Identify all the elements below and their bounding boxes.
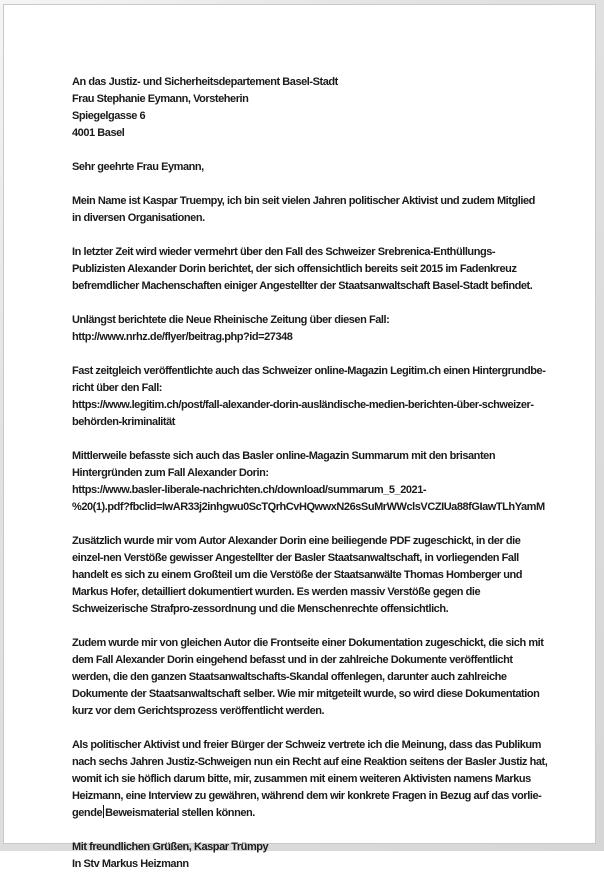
document-page[interactable]	[3, 4, 596, 870]
text-line: kurz vor dem Gerichtsprozess veröffentlicht werden.	[72, 705, 325, 717]
letter-body	[72, 74, 585, 873]
recipient-line: Frau Stephanie Eymann, Vorsteherin	[72, 93, 249, 105]
text-line: in diversen Organisationen.	[72, 212, 205, 224]
text-line: einzel-nen Verstöße gewisser Angestellter der Basler Staatsanwaltschaft, in vorliegenden Fall	[72, 552, 519, 564]
text-line: dem Fall Alexander Dorin eingehend befasst und in der zahlreiche Dokumente veröffentlicht	[72, 654, 513, 666]
text-line: Mittlerweile befasste sich auch das Basler online-Magazin Summarum mit den brisanten	[72, 450, 496, 462]
paragraph-nrhz-report	[72, 312, 585, 346]
closing-line: Mit freundlichen Grüßen, Kaspar Trümpy	[72, 841, 269, 853]
closing-signature-block	[72, 839, 585, 873]
url-text: https://www.basler-liberale-nachrichten.ch/download/summarum_5_2021-	[72, 484, 427, 496]
paragraph-summarum-report	[72, 448, 585, 516]
text-line: womit ich sie höflich darum bitte, mir, zusammen mit einem weiteren Aktivisten namens Markus	[72, 773, 531, 785]
text-line: Heizmann, eine Interview zu gewähren, während dem wir konkrete Fragen in Bezug auf das vorlie-	[72, 790, 542, 802]
text-line: Als politischer Aktivist und freier Bürger der Schweiz vertrete ich die Meinung, dass das Publikum	[72, 739, 541, 751]
text-line: Hintergründen zum Fall Alexander Dorin:	[72, 467, 269, 479]
closing-line: In Stv Markus Heizmann	[72, 858, 189, 870]
url-text: http://www.nrhz.de/flyer/beitrag.php?id=27348	[72, 331, 293, 343]
text-line: handelt es sich zu einem Großteil um die Verstöße der Staatsanwälte Thomas Homberger und	[72, 569, 523, 581]
paragraph-interview-request	[72, 737, 585, 822]
text-line: Publizisten Alexander Dorin berichtet, der sich offensichtlich bereits seit 2015 im Fadenkreuz	[72, 263, 517, 275]
text-cursor-icon	[103, 805, 104, 818]
text-line: nach sechs Jahren Justiz-Schweigen nun ein Recht auf eine Reaktion seitens der Basler Justiz hat,	[72, 756, 548, 768]
text-line: Schweizerische Strafpro-zessordnung und die Menschenrechte offensichtlich.	[72, 603, 449, 615]
recipient-line: Spiegelgasse 6	[72, 110, 146, 122]
text-line: Dokumente der Staatsanwaltschaft selber. Wie mir mitgeteilt wurde, so wird diese Dokumentation	[72, 688, 540, 700]
paragraph-introduction	[72, 193, 585, 227]
caret-line	[72, 805, 585, 822]
paragraph-case-background	[72, 244, 585, 295]
paragraph-pdf-evidence	[72, 533, 585, 618]
caret-line-after: Beweismaterial stellen können.	[105, 807, 255, 819]
text-line: Zudem wurde mir von gleichen Autor die Frontseite einer Dokumentation zugeschickt, die sich mit	[72, 637, 544, 649]
text-line: In letzter Zeit wird wieder vermehrt über den Fall des Schweizer Srebrenica-Enthüllungs-	[72, 246, 496, 258]
text-line: werden, die den ganzen Staatsanwaltschafts-Skandal offenlegen, darunter auch zahlreiche	[72, 671, 507, 683]
salutation-text: Sehr geehrte Frau Eymann,	[72, 161, 204, 173]
url-text: behörden-kriminalität	[72, 416, 176, 428]
text-line: Unlängst berichtete die Neue Rheinische Zeitung über diesen Fall:	[72, 314, 390, 326]
recipient-line: An das Justiz- und Sicherheitsdepartement Basel-Stadt	[72, 76, 338, 88]
text-line: Mein Name ist Kaspar Truempy, ich bin seit vielen Jahren politischer Aktivist und zudem Mitglied	[72, 195, 535, 207]
caret-line-before: gende	[72, 807, 103, 819]
salutation	[72, 159, 585, 176]
paragraph-legitim-report	[72, 363, 585, 431]
paragraph-documentation	[72, 635, 585, 720]
url-text: %20(1).pdf?fbclid=IwAR33j2inhgwu0ScTQrhCvHQwwxN26sSuMrWWclsVCZIUa88fGIawTLhYamM	[72, 501, 545, 513]
url-text: https://www.legitim.ch/post/fall-alexander-dorin-ausländische-medien-berichten-über-schweizer-	[72, 399, 534, 411]
text-line: richt über den Fall:	[72, 382, 163, 394]
text-line: Fast zeitgleich veröffentlichte auch das Schweizer online-Magazin Legitim.ch einen Hintergrundbe-	[72, 365, 546, 377]
recipient-line: 4001 Basel	[72, 127, 125, 139]
recipient-address-block	[72, 74, 585, 142]
text-line: Markus Hofer, detailliert dokumentiert wurden. Es werden massiv Verstöße gegen die	[72, 586, 481, 598]
text-line: befremdlicher Machenschaften einiger Angestellter der Staatsanwaltschaft Basel-Stadt befindet.	[72, 280, 533, 292]
text-line: Zusätzlich wurde mir vom Autor Alexander Dorin eine beiliegende PDF zugeschickt, in der die	[72, 535, 521, 547]
